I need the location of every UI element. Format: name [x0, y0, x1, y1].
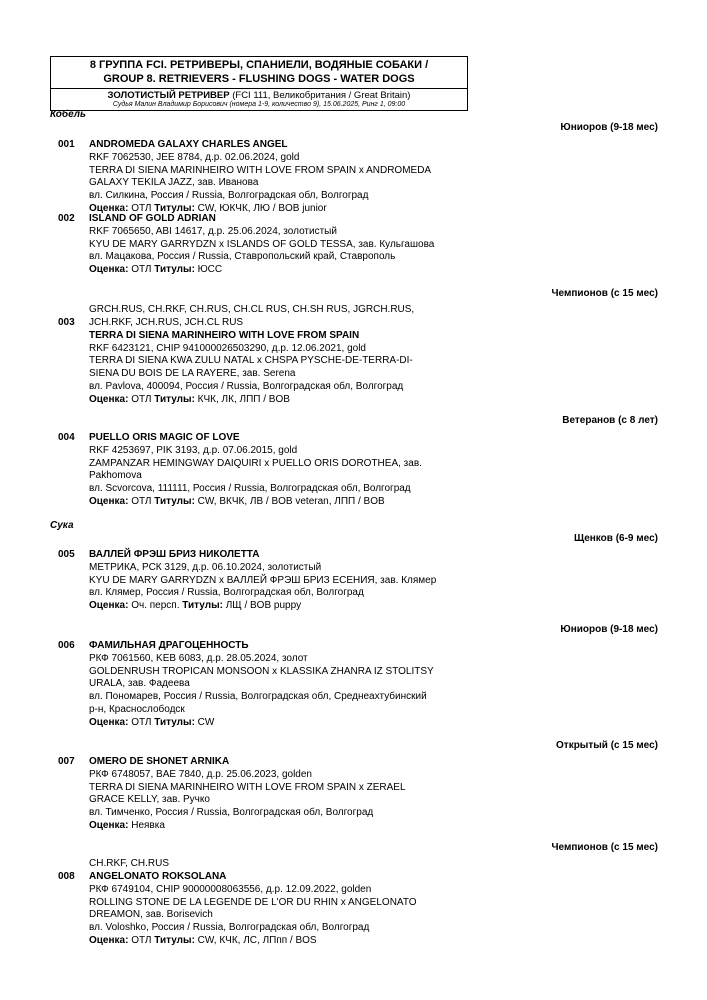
- class-female-open: Открытый (с 15 мес): [556, 740, 658, 751]
- titles-label: Титулы:: [151, 264, 195, 276]
- titles-label: Титулы:: [151, 202, 195, 214]
- result-line: [89, 820, 467, 833]
- titles-value: CW, ВКЧК, ЛВ / BOB veteran, ЛПП / BOB: [194, 495, 385, 507]
- dog-name: TERRA DI SIENA MARINHEIRO WITH LOVE FROM SPAIN: [89, 329, 360, 341]
- parents-cont: URALA, зав. Фадеева: [89, 678, 190, 690]
- score-value: ОТЛ: [128, 264, 152, 276]
- score-value: ОТЛ: [128, 495, 152, 507]
- section-male: Кобель: [50, 109, 86, 120]
- titles-value: CW, ЮКЧК, ЛЮ / BOB junior: [194, 202, 327, 214]
- section-female: Сука: [50, 520, 74, 531]
- registration: РКФ 6748057, BAE 7840, д.р. 25.06.2023, golden: [89, 768, 312, 780]
- class-female-juniors: Юниоров (9-18 мес): [560, 624, 658, 635]
- class-female-champions: Чемпионов (с 15 мес): [551, 842, 658, 853]
- score-value: ОТЛ: [128, 202, 152, 214]
- dog-name: ISLAND OF GOLD ADRIAN: [89, 213, 216, 224]
- entry-number: 001: [58, 139, 75, 150]
- parents: KYU DE MARY GARRYDZN x ВАЛЛЕЙ ФРЭШ БРИЗ ЕСЕНИЯ, зав. Клямер: [89, 574, 437, 586]
- score-value: ОТЛ: [128, 716, 152, 728]
- dog-name: ФАМИЛЬНАЯ ДРАГОЦЕННОСТЬ: [89, 640, 249, 651]
- entry-number: 002: [58, 213, 75, 224]
- pre-titles-cont: JCH.RKF, JCH.RUS, JCH.CL RUS: [89, 317, 244, 328]
- class-male-champions: Чемпионов (с 15 мес): [551, 288, 658, 299]
- entry-number: 004: [58, 432, 75, 443]
- owner: вл. Силкина, Россия / Russia, Волгоградская обл, Волгоград: [89, 190, 369, 202]
- owner: вл. Voloshko, Россия / Russia, Волгоградская обл, Волгоград: [89, 922, 370, 934]
- registration: РКФ 7061560, KEB 6083, д.р. 28.05.2024, золот: [89, 652, 308, 664]
- parents: TERRA DI SIENA MARINHEIRO WITH LOVE FROM SPAIN x ANDROMEDA: [89, 164, 432, 176]
- titles-value: КЧК, ЛК, ЛПП / BOB: [194, 393, 290, 405]
- class-male-juniors: Юниоров (9-18 мес): [560, 122, 658, 133]
- entry-body: [89, 213, 467, 277]
- breed-name: ЗОЛОТИСТЫЙ РЕТРИВЕР: [107, 90, 230, 101]
- score-label: Оценка:: [89, 819, 129, 831]
- class-male-veterans: Ветеранов (с 8 лет): [562, 415, 658, 426]
- result-line: [89, 717, 467, 730]
- score-label: Оценка:: [89, 393, 129, 405]
- result-line: [89, 264, 467, 277]
- dog-name: ВАЛЛЕЙ ФРЭШ БРИЗ НИКОЛЕТТА: [89, 549, 260, 560]
- titles-value: CW, КЧК, ЛС, ЛПпп / BOS: [194, 934, 317, 946]
- registration: RKF 4253697, PIK 3193, д.р. 07.06.2015, gold: [89, 444, 298, 456]
- parents: KYU DE MARY GARRYDZN x ISLANDS OF GOLD TESSA, зав. Кульгашова: [89, 238, 435, 250]
- entry-pre-titles: [89, 304, 467, 317]
- pre-titles: GRCH.RUS, CH.RKF, CH.RUS, CH.CL RUS, CH.SH RUS, JGRCH.RUS,: [89, 304, 415, 315]
- score-label: Оценка:: [89, 716, 129, 728]
- parents-cont: GRACE KELLY, зав. Ручко: [89, 794, 210, 806]
- class-female-puppies: Щенков (6-9 мес): [574, 533, 658, 544]
- parents: GOLDENRUSH TROPICAN MONSOON x KLASSIKA ZHANRA IZ STOLITSY: [89, 665, 434, 677]
- judge-line: Судья Малин Владимир Борисович (номера 1-9, количество 9), 15.06.2025, Ринг 1, 09:00: [112, 101, 406, 108]
- parents-cont: Pakhomova: [89, 470, 142, 482]
- entry-number: 007: [58, 756, 75, 767]
- entry-number: 005: [58, 549, 75, 560]
- parents: ROLLING STONE DE LA LEGENDE DE L'OR DU RHIN x ANGELONATO: [89, 896, 417, 908]
- entry-body: [89, 139, 467, 216]
- owner: вл. Клямер, Россия / Russia, Волгоградская обл, Волгоград: [89, 587, 364, 599]
- entry-pre-titles: [89, 858, 467, 871]
- score-value: Оч. персп.: [128, 600, 180, 612]
- breed-info: (FCI 111, Великобритания / Great Britain): [229, 90, 411, 101]
- parents-cont: GALAXY TEKILA JAZZ, зав. Иванова: [89, 177, 259, 189]
- titles-value: ЮСС: [194, 264, 223, 276]
- score-label: Оценка:: [89, 600, 129, 612]
- score-value: ОТЛ: [128, 934, 152, 946]
- score-label: Оценка:: [89, 495, 129, 507]
- owner: вл. Пономарев, Россия / Russia, Волгоградская обл, Среднеахтубинский: [89, 691, 427, 703]
- entry-number: 006: [58, 640, 75, 651]
- parents: TERRA DI SIENA KWA ZULU NATAL x CHSPA PYSCHE-DE-TERRA-DI-: [89, 355, 413, 367]
- owner: вл. Тимченко, Россия / Russia, Волгоградская обл, Волгоград: [89, 807, 374, 819]
- result-line: [89, 935, 467, 948]
- parents-cont: DREAMON, зав. Borisevich: [89, 909, 213, 921]
- titles-label: Титулы:: [151, 934, 195, 946]
- registration: RKF 7062530, JEE 8784, д.р. 02.06.2024, gold: [89, 151, 300, 163]
- titles-value: ЛЩ / BOB puppy: [222, 600, 302, 612]
- score-label: Оценка:: [89, 202, 129, 214]
- dog-name: ANGELONATO ROKSOLANA: [89, 871, 227, 882]
- entry-body: [89, 317, 467, 407]
- result-line: [89, 600, 467, 613]
- parents-cont: SIENA DU BOIS DE LA RAYERE, зав. Serena: [89, 368, 296, 380]
- catalog-header: [50, 56, 468, 111]
- score-label: Оценка:: [89, 264, 129, 276]
- registration: RKF 7065650, ABI 14617, д.р. 25.06.2024, золотистый: [89, 225, 337, 237]
- registration: RKF 6423121, CHIP 941000026503290, д.р. 12.06.2021, gold: [89, 342, 366, 354]
- parents: ZAMPANZAR HEMINGWAY DAIQUIRI x PUELLO ORIS DOROTHEA, зав.: [89, 457, 422, 469]
- registration: РКФ 6749104, CHIP 90000008063556, д.р. 12.09.2022, golden: [89, 883, 372, 895]
- titles-label: Титулы:: [151, 495, 195, 507]
- result-line: [89, 394, 467, 407]
- entry-body: [89, 432, 467, 509]
- entry-number: 008: [58, 871, 75, 882]
- entry-body: [89, 756, 467, 833]
- dog-name: ANDROMEDA GALAXY CHARLES ANGEL: [89, 139, 288, 150]
- entry-body: [89, 549, 467, 613]
- entry-body: [89, 640, 467, 730]
- parents: TERRA DI SIENA MARINHEIRO WITH LOVE FROM SPAIN x ZERAEL: [89, 781, 406, 793]
- registration: МЕТРИКА, РСК 3129, д.р. 06.10.2024, золотистый: [89, 561, 322, 573]
- owner: вл. Мацакова, Россия / Russia, Ставропольский край, Ставрополь: [89, 251, 396, 263]
- titles-label: Титулы:: [151, 393, 195, 405]
- dog-name: PUELLO ORIS MAGIC OF LOVE: [89, 432, 240, 443]
- titles-label: Титулы:: [179, 600, 223, 612]
- result-line: [89, 496, 467, 509]
- score-label: Оценка:: [89, 934, 129, 946]
- group-title: [51, 57, 467, 89]
- entry-number: 003: [58, 317, 75, 328]
- group-title-ru: 8 ГРУППА FCI. РЕТРИВЕРЫ, СПАНИЕЛИ, ВОДЯНЫЕ СОБАКИ /: [89, 59, 429, 71]
- dog-name: OMERO DE SHONET ARNIKA: [89, 756, 230, 767]
- breed-block: [51, 89, 467, 110]
- score-value: ОТЛ: [128, 393, 152, 405]
- owner: вл. Pavlova, 400094, Россия / Russia, Волгоградская обл, Волгоград: [89, 380, 404, 392]
- titles-label: Титулы:: [151, 716, 195, 728]
- group-title-en: GROUP 8. RETRIEVERS - FLUSHING DOGS - WATER DOGS: [103, 73, 415, 85]
- titles-value: CW: [194, 716, 215, 728]
- entry-body: [89, 871, 467, 948]
- owner: вл. Scvorcova, 111111, Россия / Russia, Волгоградская обл, Волгоград: [89, 483, 411, 495]
- score-value: Неявка: [128, 819, 165, 831]
- owner-cont: р-н, Краснослободск: [89, 703, 185, 715]
- pre-titles: CH.RKF, CH.RUS: [89, 858, 170, 869]
